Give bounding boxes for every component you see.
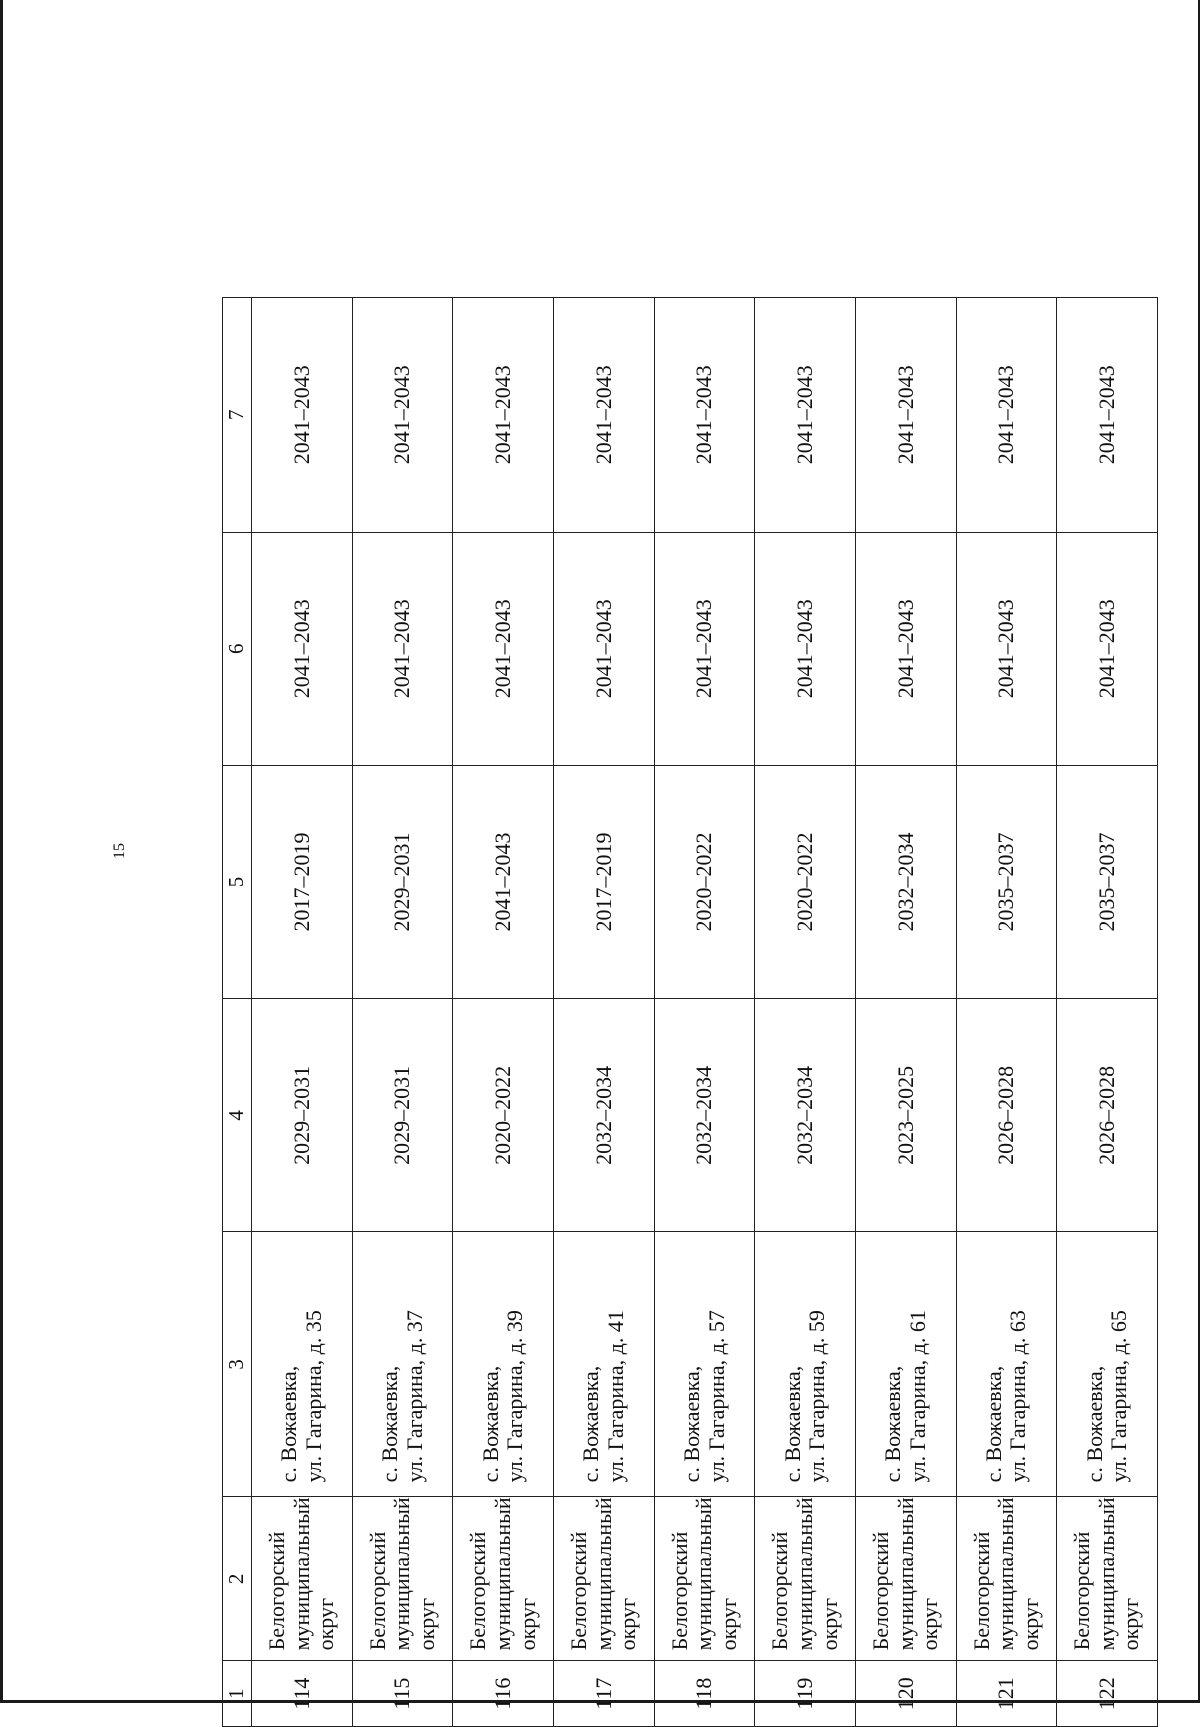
district-line: муниципальный — [489, 1497, 515, 1651]
period-cell-col6: 2041–2043 — [252, 532, 353, 765]
row-number-cell: 115 — [352, 1661, 453, 1727]
column-number: 7 — [223, 298, 252, 533]
page-edge-left — [0, 0, 3, 1703]
district-line: муниципальный — [590, 1497, 616, 1651]
address-line: с. Вожаевка, — [377, 1365, 402, 1483]
district-line: Белогорский — [767, 1531, 793, 1651]
period-cell-col7: 2041–2043 — [654, 298, 755, 533]
period-cell-col5: 2041–2043 — [453, 765, 554, 998]
column-number: 3 — [223, 1232, 252, 1497]
period-cell-col4: 2032–2034 — [755, 999, 856, 1232]
address-line: ул. Гагарина, д. 41 — [602, 1310, 628, 1483]
address-line: ул. Гагарина, д. 39 — [502, 1310, 528, 1483]
district-cell — [956, 1497, 1057, 1661]
period-cell-col7: 2041–2043 — [554, 298, 655, 533]
district-line: муниципальный — [389, 1497, 415, 1651]
period-cell-col7: 2041–2043 — [352, 298, 453, 533]
district-line: муниципальный — [993, 1497, 1019, 1651]
address-line: с. Вожаевка, — [779, 1365, 805, 1483]
row-number-cell: 121 — [956, 1661, 1057, 1727]
period-cell-col7: 2041–2043 — [252, 298, 353, 533]
district-line: округ — [1118, 1597, 1144, 1651]
district-line: округ — [413, 1597, 439, 1651]
address-cell — [352, 1232, 453, 1497]
address-cell — [554, 1232, 655, 1497]
address-line: с. Вожаевка, — [477, 1365, 503, 1483]
row-number-cell: 118 — [654, 1661, 755, 1727]
district-line: округ — [715, 1597, 741, 1651]
period-cell-col6: 2041–2043 — [453, 532, 554, 765]
address-line: с. Вожаевка, — [980, 1365, 1006, 1483]
table-row — [554, 298, 655, 1727]
period-cell-col5: 2029–2031 — [352, 765, 453, 998]
district-line: муниципальный — [892, 1497, 918, 1651]
column-number: 4 — [223, 999, 252, 1232]
address-line: ул. Гагарина, д. 35 — [300, 1310, 326, 1483]
address-cell — [755, 1232, 856, 1497]
table-row — [252, 298, 353, 1727]
table-row — [956, 298, 1057, 1727]
period-cell-col4: 2032–2034 — [554, 999, 655, 1232]
rotated-table-container — [222, 297, 1158, 1727]
page-number: 15 — [111, 843, 128, 859]
district-cell — [352, 1497, 453, 1661]
address-line: ул. Гагарина, д. 61 — [904, 1310, 930, 1483]
district-line: муниципальный — [691, 1497, 717, 1651]
district-cell — [554, 1497, 655, 1661]
period-cell-col6: 2041–2043 — [856, 532, 957, 765]
schedule-table — [222, 297, 1158, 1727]
period-cell-col7: 2041–2043 — [856, 298, 957, 533]
period-cell-col5: 2017–2019 — [554, 765, 655, 998]
row-number-cell: 117 — [554, 1661, 655, 1727]
district-cell — [856, 1497, 957, 1661]
column-number: 2 — [223, 1497, 252, 1661]
district-line: Белогорский — [1069, 1531, 1095, 1651]
period-cell-col4: 2020–2022 — [453, 999, 554, 1232]
address-line: с. Вожаевка, — [1081, 1365, 1107, 1483]
period-cell-col5: 2020–2022 — [654, 765, 755, 998]
period-cell-col6: 2041–2043 — [352, 532, 453, 765]
district-line: Белогорский — [465, 1531, 491, 1651]
district-line: Белогорский — [867, 1531, 893, 1651]
address-line: ул. Гагарина, д. 57 — [703, 1310, 729, 1483]
district-cell — [252, 1497, 353, 1661]
period-cell-col4: 2026–2028 — [956, 999, 1057, 1232]
district-line: муниципальный — [1093, 1497, 1119, 1651]
address-cell — [1057, 1232, 1158, 1497]
column-number: 1 — [223, 1661, 252, 1727]
district-line: округ — [1017, 1597, 1043, 1651]
address-line: ул. Гагарина, д. 59 — [804, 1310, 830, 1483]
period-cell-col7: 2041–2043 — [755, 298, 856, 533]
table-row — [1057, 298, 1158, 1727]
district-cell — [453, 1497, 554, 1661]
period-cell-col5: 2017–2019 — [252, 765, 353, 998]
address-line: с. Вожаевка, — [578, 1365, 604, 1483]
district-line: муниципальный — [288, 1497, 314, 1651]
district-line: округ — [615, 1597, 641, 1651]
row-number-cell: 116 — [453, 1661, 554, 1727]
period-cell-col5: 2035–2037 — [956, 765, 1057, 998]
district-line: округ — [816, 1597, 842, 1651]
district-line: Белогорский — [264, 1531, 290, 1651]
address-line: ул. Гагарина, д. 37 — [401, 1310, 427, 1483]
district-line: Белогорский — [565, 1531, 591, 1651]
period-cell-col4: 2032–2034 — [654, 999, 755, 1232]
address-line: с. Вожаевка, — [880, 1365, 906, 1483]
period-cell-col5: 2035–2037 — [1057, 765, 1158, 998]
row-number-cell: 114 — [252, 1661, 353, 1727]
period-cell-col5: 2020–2022 — [755, 765, 856, 998]
period-cell-col4: 2026–2028 — [1057, 999, 1158, 1232]
period-cell-col7: 2041–2043 — [453, 298, 554, 533]
table-row — [755, 298, 856, 1727]
district-cell — [1057, 1497, 1158, 1661]
address-line: с. Вожаевка, — [678, 1365, 704, 1483]
address-line: с. Вожаевка, — [276, 1365, 302, 1483]
address-line: ул. Гагарина, д. 65 — [1106, 1310, 1132, 1483]
district-cell — [654, 1497, 755, 1661]
district-line: Белогорский — [968, 1531, 994, 1651]
district-cell — [755, 1497, 856, 1661]
period-cell-col7: 2041–2043 — [1057, 298, 1158, 533]
period-cell-col4: 2023–2025 — [856, 999, 957, 1232]
table-row — [856, 298, 957, 1727]
column-number: 6 — [223, 532, 252, 765]
table-row — [352, 298, 453, 1727]
period-cell-col4: 2029–2031 — [352, 999, 453, 1232]
period-cell-col4: 2029–2031 — [252, 999, 353, 1232]
period-cell-col6: 2041–2043 — [554, 532, 655, 765]
table-row — [453, 298, 554, 1727]
row-number-cell: 120 — [856, 1661, 957, 1727]
address-cell — [453, 1232, 554, 1497]
period-cell-col6: 2041–2043 — [755, 532, 856, 765]
address-cell — [252, 1232, 353, 1497]
address-cell — [654, 1232, 755, 1497]
table-row — [654, 298, 755, 1727]
address-line: ул. Гагарина, д. 63 — [1005, 1310, 1031, 1483]
district-line: Белогорский — [666, 1531, 692, 1651]
column-number-row — [223, 298, 252, 1727]
period-cell-col6: 2041–2043 — [1057, 532, 1158, 765]
period-cell-col5: 2032–2034 — [856, 765, 957, 998]
district-line: округ — [514, 1597, 540, 1651]
address-cell — [856, 1232, 957, 1497]
period-cell-col6: 2041–2043 — [654, 532, 755, 765]
district-line: Белогорский — [364, 1531, 390, 1651]
row-number-cell: 119 — [755, 1661, 856, 1727]
period-cell-col6: 2041–2043 — [956, 532, 1057, 765]
district-line: округ — [917, 1597, 943, 1651]
address-cell — [956, 1232, 1057, 1497]
district-line: округ — [313, 1597, 339, 1651]
district-line: муниципальный — [791, 1497, 817, 1651]
column-number: 5 — [223, 765, 252, 998]
period-cell-col7: 2041–2043 — [956, 298, 1057, 533]
row-number-cell: 122 — [1057, 1661, 1158, 1727]
